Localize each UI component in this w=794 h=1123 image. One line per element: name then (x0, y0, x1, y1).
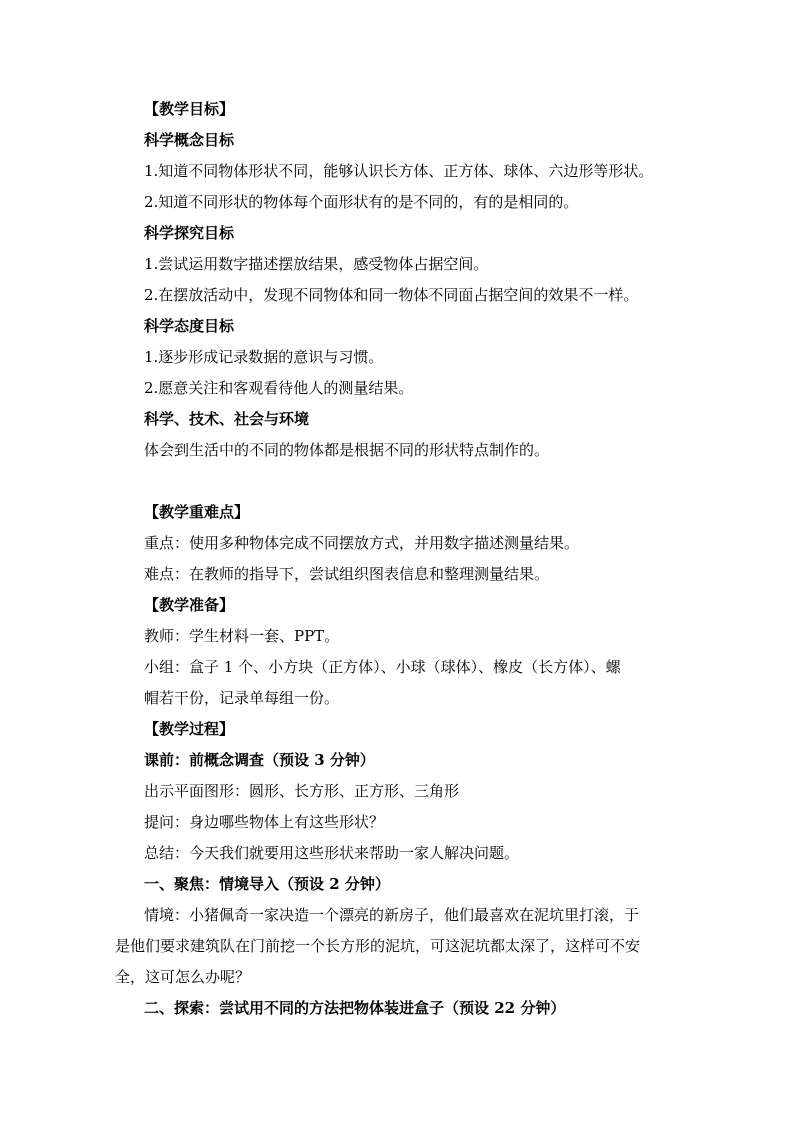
paragraph: 难点：在教师的指导下，尝试组织图表信息和整理测量结果。 (144, 565, 550, 583)
subheading-explore: 二、探索：尝试用不同的方法把物体装进盒子（预设 22 分钟） (144, 999, 566, 1017)
paragraph: 情境：小猪佩奇一家决造一个漂亮的新房子，他们最喜欢在泥坑里打滚，于 (144, 906, 640, 924)
paragraph: 是他们要求建筑队在门前挖一个长方形的泥坑，可这泥坑都太深了，这样可不安 (115, 937, 641, 955)
paragraph: 教师：学生材料一套、PPT。 (144, 627, 340, 645)
paragraph: 提问：身边哪些物体上有这些形状？ (144, 813, 385, 831)
section-title-process: 【教学过程】 (144, 720, 235, 738)
paragraph: 小组：盒子 1 个、小方块（正方体）、小球（球体）、橡皮（长方体）、螺 (144, 658, 621, 676)
section-title-preparation: 【教学准备】 (144, 596, 235, 614)
paragraph: 帽若干份，记录单每组一份。 (144, 689, 340, 707)
subheading-focus: 一、聚焦：情境导入（预设 2 分钟） (144, 875, 390, 893)
paragraph: 1.尝试运用数字描述摆放结果，感受物体占据空间。 (144, 255, 489, 273)
paragraph: 重点：使用多种物体完成不同摆放方式，并用数字描述测量结果。 (144, 534, 580, 552)
paragraph: 2.愿意关注和客观看待他人的测量结果。 (144, 379, 414, 397)
subheading-stse: 科学、技术、社会与环境 (144, 410, 310, 428)
section-title-teaching-goals: 【教学目标】 (144, 100, 235, 118)
paragraph: 体会到生活中的不同的物体都是根据不同的形状特点制作的。 (144, 441, 550, 459)
subheading-science-inquiry: 科学探究目标 (144, 224, 235, 242)
subheading-pre-class: 课前：前概念调查（预设 3 分钟） (144, 751, 375, 769)
paragraph: 1.逐步形成记录数据的意识与习惯。 (144, 348, 384, 366)
section-title-key-points: 【教学重难点】 (144, 503, 250, 521)
subheading-science-concept: 科学概念目标 (144, 131, 235, 149)
paragraph: 全，这可怎么办呢？ (115, 968, 251, 986)
subheading-science-attitude: 科学态度目标 (144, 317, 235, 335)
paragraph: 2.在摆放活动中，发现不同物体和同一物体不同面占据空间的效果不一样。 (144, 286, 639, 304)
paragraph: 1.知道不同物体形状不同，能够认识长方体、正方体、球体、六边形等形状。 (144, 162, 654, 180)
paragraph: 出示平面图形：圆形、长方形、正方形、三角形 (144, 782, 460, 800)
paragraph: 总结：今天我们就要用这些形状来帮助一家人解决问题。 (144, 844, 520, 862)
paragraph: 2.知道不同形状的物体每个面形状有的是不同的，有的是相同的。 (144, 193, 579, 211)
